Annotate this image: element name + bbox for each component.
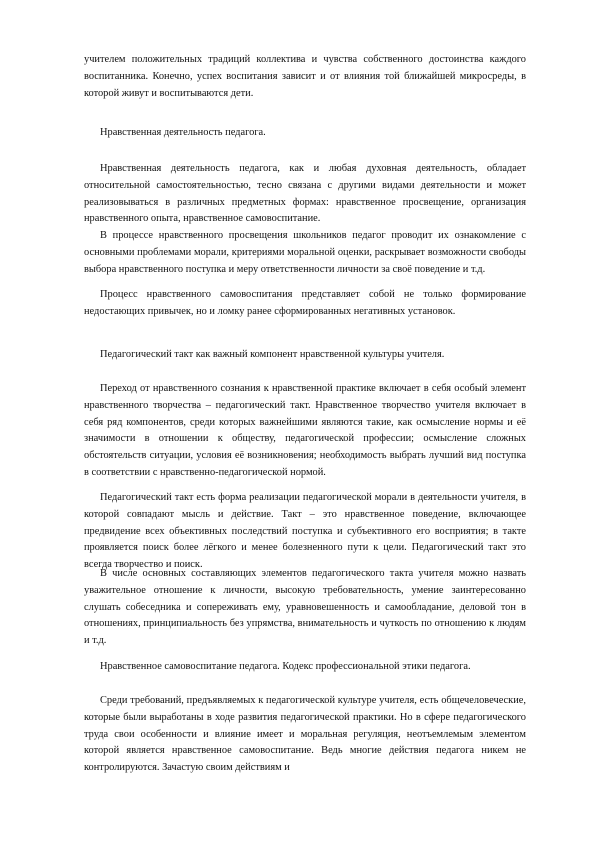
paragraph-self-education: Процесс нравственного самовоспитания представляет собой не только формирование недостающих привычек, но и ломку ранее сформированных негативных установок. <box>84 289 526 317</box>
heading-pedagogical-tact: Педагогический такт как важный компонент нравственной культуры учителя. <box>100 349 445 360</box>
paragraph-moral-activity: Нравственная деятельность педагога, как и любая духовная деятельность, обладает относительной самостоятельностью, тесно связана с другими видами деятельности и может реализовываться в различных предметных формах: нравственное просвещение, организация нравственного опыта, нравственное самовоспитание. <box>84 163 526 225</box>
paragraph-tact-transition: Переход от нравственного сознания к нравственной практике включает в себя особый элемент нравственного творчества – педагогический такт. Нравственное творчество учителя включает в себя ряд компонентов, среди которых важнейшими являются такие, как осмысление нормы и её значимости в отношении к обществу, педагогической профессии; осмысление сложных обстоятельств ситуации, условия её возникновения; необходимость выбрать лучший вид поступка в соответствии с нравственно-педагогической нормой. <box>84 383 526 478</box>
paragraph-tact-elements: В числе основных составляющих элементов педагогического такта учителя можно назвать уважительное отношение к личности, высокую требовательность, умение заинтересованно слушать собеседника и сопереживать ему, уравновешенность и самообладание, деловой тон в отношениях, принципиальность без упрямства, внимательность и чуткость по отношению к людям и т.д. <box>84 568 526 647</box>
paragraph-intro: учителем положительных традиций коллектива и чувства собственного достоинства каждого воспитанника. Конечно, успех воспитания зависит и от влияния той ближайшей микросреды, в которой живут и воспитываются дети. <box>84 54 526 99</box>
heading-ethics-code: Нравственное самовоспитание педагога. Кодекс профессиональной этики педагога. <box>100 661 471 672</box>
paragraph-tact-definition: Педагогический такт есть форма реализации педагогической морали в деятельности учителя, в которой совпадают мысль и действие. Такт – это нравственное поведение, включающее предвидение всех объективных последствий поступка и субъективного его восприятия; в такте проявляется поиск более лёгкого и менее болезненного пути к цели. Педагогический такт это всегда творчество и поиск. <box>84 492 526 571</box>
paragraph-requirements: Среди требований, предъявляемых к педагогической культуре учителя, есть общечеловеческие, которые были выработаны в ходе развития педагогической практики. Но в сфере педагогического труда свои особенности и влияние имеет и моральная регуляция, неотъемлемым элементом которой является нравственное самовоспитание. Ведь многие действия педагога никем не контролируются. Зачастую своим действиям и <box>84 695 526 774</box>
paragraph-moral-education: В процессе нравственного просвещения школьников педагог проводит их ознакомление с основными проблемами морали, критериями моральной оценки, раскрывает возможности свободы выбора нравственного поступка и меру ответственности личности за своё поведение и т.д. <box>84 230 526 275</box>
heading-moral-activity: Нравственная деятельность педагога. <box>100 127 266 138</box>
